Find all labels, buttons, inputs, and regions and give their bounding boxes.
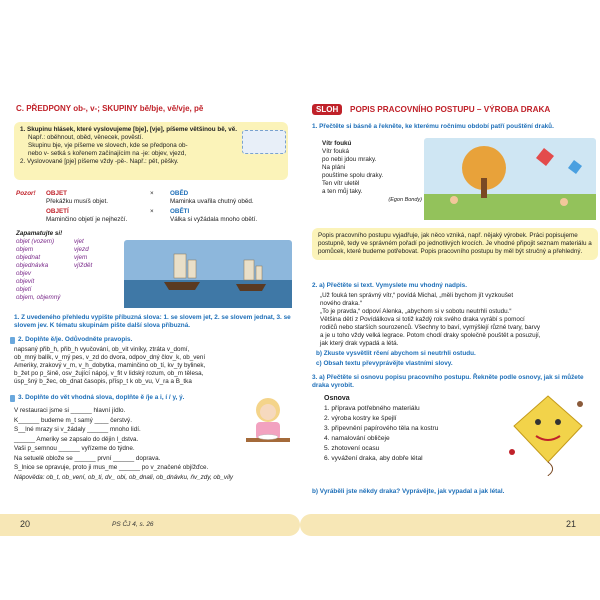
zapamatujte-word: vjezd xyxy=(74,246,89,253)
pozor-sentence-4: Válka si vyžádala mnoho obětí. xyxy=(170,216,258,223)
left-page xyxy=(14,90,298,514)
text-line: jak který drak vypadá a létá. xyxy=(320,340,399,347)
poem-line: Na pláni xyxy=(322,164,346,171)
task-2-title: 2. Doplňte ě/je. Odůvodněte pravopis. xyxy=(18,336,133,343)
footer-left xyxy=(0,514,300,536)
right-task-3: 3. a) Přečtěte si osnovu popisu pracovního postupu. Řekněte podle osnovy, jak si můžete draka vyrobit. xyxy=(312,374,584,389)
osnova-item: 6. vyvážení draka, aby dobře létal xyxy=(324,455,423,462)
osnova-item: 3. připevnění papírového těla na kostru xyxy=(324,425,439,432)
task-2-line: ob_mný balík, v_rný pes, v_zd do dvora, odpov_dný člov_k, ob_vení xyxy=(14,354,206,361)
pozor-box xyxy=(16,190,306,223)
right-task-3b: b) Vyráběli jste někdy draka? Vyprávějte, jak vypadal a jak létal. xyxy=(312,488,505,495)
text-line: „Už fouká ten správný vítr,“ povídá Michal, „měli bychom jít vyzkoušet xyxy=(320,292,514,299)
rule-1-line-c: Skupinu bje, vje píšeme ve slovech, kde se předpona ob- xyxy=(28,142,188,149)
zapamatujte-word: vjet xyxy=(74,238,84,245)
pozor-sentence-1: Překážku musíš objet. xyxy=(46,198,108,205)
task-3-lines xyxy=(14,406,234,473)
osnova-item: 4. namalování obličeje xyxy=(324,435,390,442)
pozor-word-objeti: OBJETÍ xyxy=(46,208,69,215)
poem-line: pouštíme spolu draky. xyxy=(322,172,384,179)
pozor-times-2: × xyxy=(150,208,154,215)
zapamatujte-box xyxy=(16,230,116,302)
rule-2: 2. Vyslovované [pje] píšeme vždy -pě-. Např.: pět, pěšky. xyxy=(20,158,179,165)
task-3-line: V restauraci jsme si ______ hlavní jídlo. xyxy=(14,407,126,414)
poem-line: po nebi jdou mraky. xyxy=(322,156,377,163)
info-box: Popis pracovního postupu vyjadřuje, jak něco vzniká, např. nějaký výrobek. Práci popisujeme postupně, tedy ve správném pořadí po jednotlivých krocích. Je vhodné připojit seznam materiálu a pomůcek, které budeme potřebovat. Popis pracovního postupu by měl být stručný a přehledný. xyxy=(312,228,598,260)
poem-line: Vítr fouká xyxy=(322,148,349,155)
task-1: 1. Z uvedeného přehledu vypište příbuzná slova: 1. se slovem jet, 2. se slovem jednat, 3. se slovem jev. K tématu skupinám pište další slova příbuzná. xyxy=(14,314,291,329)
text-line: „To je pravda,“ odpoví Alenka, „abychom si v sobotu neutrhli ostudu.“ xyxy=(320,308,512,315)
task-3-title: 3. Doplňte do vět vhodná slova, doplňte ě /je a i, í / y, ý. xyxy=(18,394,185,401)
zapamatujte-col1 xyxy=(16,238,74,302)
task-2-line: úsp_šný b_žec, ob_dnat časopis, přísp_t k ob_vu, V_ra a B_tka xyxy=(14,378,192,385)
poem-line: Ten vítr uletěl xyxy=(322,180,360,187)
zapamatujte-col2 xyxy=(74,238,114,302)
example-card-image xyxy=(242,130,286,154)
task-2-line: napsaný přib_h, přib_h vyučování, ob_vit viníky, ztráta v_domí, xyxy=(14,346,190,353)
poem xyxy=(322,140,422,204)
text-line: Většina dětí z Povídálkova si totiž každý rok svého draka vyrábí s pomocí xyxy=(320,316,525,323)
poem-author: (Egon Bondy) xyxy=(388,197,422,203)
pozor-sentence-3: Maminčino objetí je nejhezčí. xyxy=(46,216,128,223)
page-number-left: 20 xyxy=(20,519,31,529)
ships-illustration xyxy=(124,240,292,308)
poem-line: a ten můj taky. xyxy=(322,188,363,195)
section-title: C. PŘEDPONY ob-, v-; SKUPINY bě/bje, vě/vje, pě xyxy=(16,104,204,113)
zapamatujte-word: objem xyxy=(16,246,34,253)
right-page xyxy=(312,90,598,514)
rule-1-line-d: nebo v- setká s kořenem začínajícím na -je: objev, vjezd, xyxy=(28,150,187,157)
right-task-2c: c) Obsah textu převyprávějte vlastními slovy. xyxy=(316,360,453,367)
pozor-word-obeti: OBĚTI xyxy=(170,208,190,215)
right-task-2b: b) Zkuste vysvětlit rčení abychom si neutrhli ostudu. xyxy=(316,350,476,357)
zapamatujte-word: objet (vozem) xyxy=(16,238,55,245)
right-task-2-text xyxy=(320,292,598,348)
task-3-line: Vaši p_semnou ______ vyřízeme do týdne. xyxy=(14,445,135,452)
task-3-line: Na setuelě oblože se ______ první ______ doprava. xyxy=(14,454,161,462)
task-3-line: K______ budeme m_t samý ____ čerstvý. xyxy=(14,416,132,424)
task-3-line: ______ Ameriky se zapsalo do dějin l_dstva. xyxy=(14,435,139,443)
zapamatujte-title: Zapamatujte si! xyxy=(16,230,63,237)
pozor-word-obed: OBĚD xyxy=(170,190,189,197)
pencil-icon-2 xyxy=(10,395,15,402)
sloh-badge: SLOH xyxy=(312,104,342,115)
osnova-list xyxy=(324,404,484,464)
osnova xyxy=(324,394,484,464)
zapamatujte-word: objev xyxy=(16,270,32,277)
right-title: POPIS PRACOVNÍHO POSTUPU – VÝROBA DRAKA xyxy=(350,105,551,114)
poem-lines xyxy=(322,148,422,196)
task-2-line: b_žet po p_šině, osv_žující nápoj, v_fit v lidský rozum, ob_m tělesa, xyxy=(14,370,204,377)
osnova-item: 5. zhotovení ocasu xyxy=(324,445,380,452)
pozor-label: Pozor! xyxy=(16,190,36,197)
zapamatujte-word: objetí xyxy=(16,286,32,293)
osnova-title: Osnova xyxy=(324,395,350,402)
task-2-line: Ameriky, zrakový v_m, v_h_dobytka, maminčino ob_tí, kv_ty bylinek, xyxy=(14,362,206,369)
text-line: rodičů nebo starších sourozenců. Všechny to baví, vymýšlejí různé tvary, barvy xyxy=(320,324,541,331)
text-line: nového draka.“ xyxy=(320,300,363,307)
right-task-1: 1. Přečtěte si básně a řekněte, ke kterému ročnímu období patří pouštění draků. xyxy=(312,123,554,130)
zapamatujte-word: objednávka xyxy=(16,262,49,269)
poem-title: Vítr foukú xyxy=(322,140,352,147)
footer-right xyxy=(300,514,600,536)
rule-1: 1. Skupinu hlásek, které vyslovujeme [bje], [vje], píšeme většinou bě, vě. xyxy=(20,126,237,133)
pozor-word-objet: OBJET xyxy=(46,190,67,197)
text-line: a je u toho vždy velká legrace. Potom chodí draky společně pouštět a posuzují, xyxy=(320,332,541,339)
footer-reference: PS ČJ 4, s. 26 xyxy=(112,521,154,528)
task-2-lines xyxy=(14,346,300,386)
task-3-line: S__lné mrazy si v_žádaly ______ mnoho lidí. xyxy=(14,426,141,433)
rule-1-example: Např.: oběhnout, oběd, věnecek, pověstí. xyxy=(28,134,144,141)
zapamatujte-word: objednat xyxy=(16,254,41,261)
right-task-2a: 2. a) Přečtěte si text. Vymyslete mu vhodný nadpis. xyxy=(312,282,467,289)
kite-illustration xyxy=(502,390,596,476)
girl-eating-illustration xyxy=(242,392,294,452)
zapamatujte-word: objevit xyxy=(16,278,35,285)
zapamatujte-word: vjem xyxy=(74,254,88,261)
pencil-icon xyxy=(10,337,15,344)
osnova-item: 2. výroba kostry ke špejlí xyxy=(324,415,397,422)
page-number-right: 21 xyxy=(566,519,577,529)
pozor-sentence-2: Maminka uvařila chutný oběd. xyxy=(170,198,254,205)
autumn-kites-illustration xyxy=(424,138,596,220)
zapamatujte-word: vjíždět xyxy=(74,262,93,269)
pozor-times: × xyxy=(150,190,154,197)
napoveda: Nápověda: ob_t, ob_vení, ob_ti, dv_ obi, ob_dnali, ob_dnávku, ňv_zdy, ob_vily xyxy=(14,474,234,481)
task-3-line: S_lnice se opravuje, proto ji mus_me ______ po v_značené objížďce. xyxy=(14,464,209,471)
zapamatujte-word: objem, objemný xyxy=(16,294,61,301)
osnova-item: 1. příprava potřebného materiálu xyxy=(324,405,420,412)
